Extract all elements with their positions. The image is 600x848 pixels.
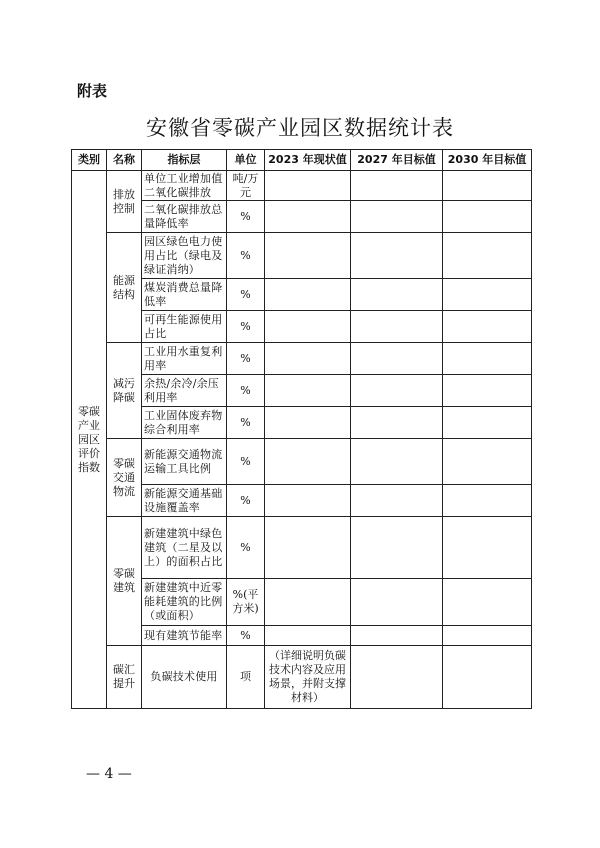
target-2027-cell[interactable] (351, 626, 443, 646)
unit-cell: % (227, 485, 265, 517)
value-2023-cell[interactable] (265, 517, 351, 579)
target-2030-cell[interactable] (443, 311, 532, 343)
appendix-label: 附表 (77, 82, 108, 100)
page-number: — 4 — (86, 766, 132, 782)
target-2027-cell[interactable] (351, 407, 443, 439)
group-name-zero-carbon-building: 零碳建筑 (107, 517, 142, 646)
target-2027-cell[interactable] (351, 201, 443, 233)
indicator-cell: 现有建筑节能率 (142, 626, 227, 646)
indicator-cell: 新建建筑中绿色建筑（二星及以上）的面积占比 (142, 517, 227, 579)
target-2030-cell[interactable] (443, 485, 532, 517)
value-2023-cell[interactable] (265, 233, 351, 279)
unit-cell: %(平方米) (227, 579, 265, 626)
table-row (72, 646, 532, 709)
indicator-cell: 可再生能源使用占比 (142, 311, 227, 343)
target-2030-cell[interactable] (443, 375, 532, 407)
target-2027-cell[interactable] (351, 646, 443, 709)
unit-cell: % (227, 311, 265, 343)
target-2030-cell[interactable] (443, 646, 532, 709)
unit-cell: % (227, 343, 265, 375)
header-2030-target: 2030 年目标值 (443, 150, 532, 171)
value-2023-cell[interactable] (265, 343, 351, 375)
table-row (72, 171, 532, 201)
value-2023-cell[interactable] (265, 375, 351, 407)
unit-cell: % (227, 233, 265, 279)
target-2027-cell[interactable] (351, 279, 443, 311)
value-2023-cell[interactable] (265, 485, 351, 517)
target-2030-cell[interactable] (443, 407, 532, 439)
indicator-cell: 煤炭消费总量降低率 (142, 279, 227, 311)
header-2023-value: 2023 年现状值 (265, 150, 351, 171)
header-2027-target: 2027 年目标值 (351, 150, 443, 171)
value-2023-cell[interactable] (265, 439, 351, 485)
note-cell: （详细说明负碳技术内容及应用场景，并附支撑材料） (265, 646, 351, 709)
table-row (72, 517, 532, 579)
category-cell: 零碳产业园区评价指数 (72, 171, 107, 709)
indicator-cell: 新能源交通基础设施覆盖率 (142, 485, 227, 517)
indicator-cell: 负碳技术使用 (142, 646, 227, 709)
indicator-cell: 工业用水重复利用率 (142, 343, 227, 375)
unit-cell: 吨/万元 (227, 171, 265, 201)
document-title: 安徽省零碳产业园区数据统计表 (146, 116, 454, 140)
table-header-row (72, 150, 532, 171)
target-2030-cell[interactable] (443, 201, 532, 233)
target-2030-cell[interactable] (443, 517, 532, 579)
target-2027-cell[interactable] (351, 233, 443, 279)
indicator-cell: 二氧化碳排放总量降低率 (142, 201, 227, 233)
indicator-cell: 单位工业增加值二氧化碳排放 (142, 171, 227, 201)
table-row (72, 343, 532, 375)
indicator-cell: 园区绿色电力使用占比（绿电及绿证消纳） (142, 233, 227, 279)
target-2030-cell[interactable] (443, 171, 532, 201)
value-2023-cell[interactable] (265, 626, 351, 646)
header-unit: 单位 (227, 150, 265, 171)
group-name-zero-carbon-logistics: 零碳交通物流 (107, 439, 142, 517)
group-name-energy-structure: 能源结构 (107, 233, 142, 343)
target-2030-cell[interactable] (443, 343, 532, 375)
value-2023-cell[interactable] (265, 311, 351, 343)
target-2027-cell[interactable] (351, 171, 443, 201)
target-2030-cell[interactable] (443, 439, 532, 485)
unit-cell: % (227, 375, 265, 407)
target-2027-cell[interactable] (351, 343, 443, 375)
table-row (72, 233, 532, 279)
value-2023-cell[interactable] (265, 407, 351, 439)
target-2030-cell[interactable] (443, 626, 532, 646)
unit-cell: % (227, 626, 265, 646)
unit-cell: 项 (227, 646, 265, 709)
value-2023-cell[interactable] (265, 579, 351, 626)
target-2030-cell[interactable] (443, 579, 532, 626)
value-2023-cell[interactable] (265, 171, 351, 201)
header-category: 类别 (72, 150, 107, 171)
unit-cell: % (227, 201, 265, 233)
unit-cell: % (227, 517, 265, 579)
indicator-cell: 余热/余冷/余压利用率 (142, 375, 227, 407)
target-2027-cell[interactable] (351, 517, 443, 579)
indicator-cell: 新建建筑中近零能耗建筑的比例（或面积） (142, 579, 227, 626)
unit-cell: % (227, 407, 265, 439)
target-2027-cell[interactable] (351, 579, 443, 626)
unit-cell: % (227, 279, 265, 311)
value-2023-cell[interactable] (265, 279, 351, 311)
group-name-carbon-sink: 碳汇提升 (107, 646, 142, 709)
table-row (72, 439, 532, 485)
group-name-pollution-carbon-reduction: 减污降碳 (107, 343, 142, 439)
value-2023-cell[interactable] (265, 201, 351, 233)
indicator-cell: 新能源交通物流运输工具比例 (142, 439, 227, 485)
indicator-cell: 工业固体废弃物综合利用率 (142, 407, 227, 439)
target-2027-cell[interactable] (351, 311, 443, 343)
target-2027-cell[interactable] (351, 375, 443, 407)
header-name: 名称 (107, 150, 142, 171)
target-2027-cell[interactable] (351, 485, 443, 517)
statistics-table (71, 149, 532, 709)
header-indicator: 指标层 (142, 150, 227, 171)
unit-cell: % (227, 439, 265, 485)
target-2030-cell[interactable] (443, 233, 532, 279)
group-name-emission-control: 排放控制 (107, 171, 142, 233)
target-2030-cell[interactable] (443, 279, 532, 311)
target-2027-cell[interactable] (351, 439, 443, 485)
